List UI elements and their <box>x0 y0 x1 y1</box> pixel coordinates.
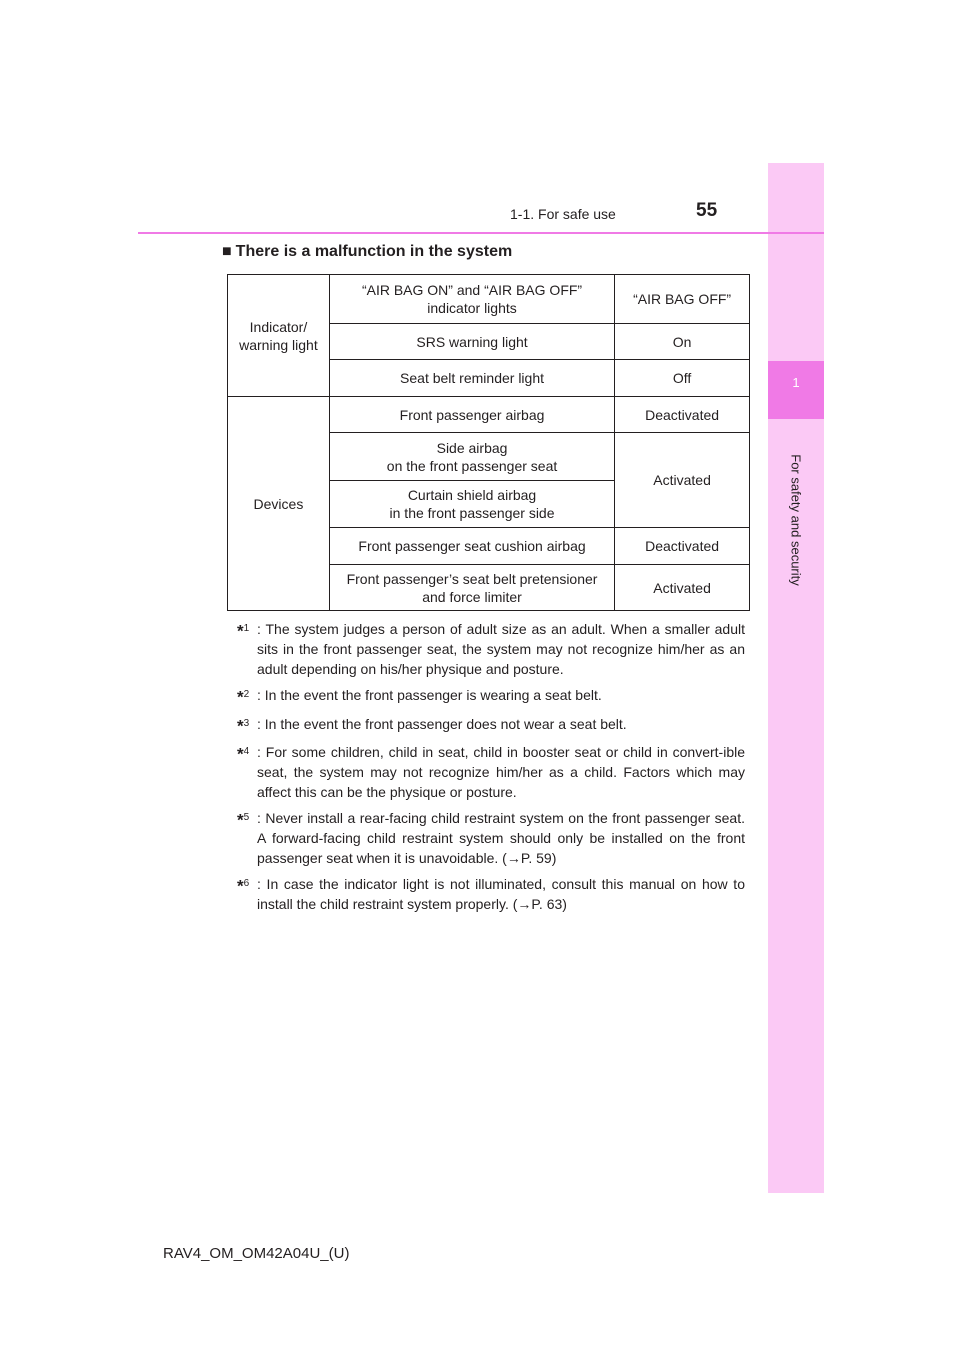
footnote <box>237 685 745 708</box>
table-cell-value: Activated <box>615 565 750 611</box>
status-table <box>227 274 750 611</box>
table-row <box>228 397 750 433</box>
footnote <box>237 742 745 802</box>
table-cell-value: On <box>615 324 750 360</box>
footnote <box>237 619 745 679</box>
header-divider <box>138 232 824 234</box>
section-heading <box>222 243 512 261</box>
chapter-label: For safety and security <box>788 454 804 586</box>
footnote <box>237 714 745 737</box>
footnote-text: : For some children, child in seat, child in booster seat or child in convert-ible seat, the system may not recognize him/her as a child. Factors which may affect this can be the physique or posture. <box>257 744 745 801</box>
asterisk-icon: * <box>237 876 244 896</box>
asterisk-icon: * <box>237 810 244 830</box>
table-row <box>228 275 750 324</box>
table-cell-item: Curtain shield airbag in the front passenger side <box>329 481 614 528</box>
footnote-text: : In the event the front passenger is wearing a seat belt. <box>257 687 602 703</box>
footnote-number: 5 <box>243 812 250 824</box>
footnote <box>237 808 745 868</box>
side-tab <box>768 163 824 1193</box>
chapter-number: 1 <box>792 375 800 390</box>
footnote-number: 2 <box>243 689 250 700</box>
table-cell-item: Front passenger airbag <box>329 397 614 433</box>
side-tab-active-marker <box>768 361 824 419</box>
footnote-number: 6 <box>243 878 250 890</box>
footnote-number: 3 <box>243 717 250 729</box>
table-cell-item: SRS warning light <box>329 324 614 360</box>
table-cell-item: Seat belt reminder light <box>329 360 614 397</box>
asterisk-icon: * <box>237 716 244 736</box>
table-cell-value: “AIR BAG OFF” <box>615 275 750 324</box>
table-cell-item: Front passenger seat cushion airbag <box>329 528 614 565</box>
table-cell-item: Side airbag on the front passenger seat <box>329 433 614 481</box>
group-label-indicator: Indicator/ warning light <box>228 275 330 397</box>
document-code: RAV4_OM_OM42A04U_(U) <box>163 1245 350 1262</box>
table-cell-item: “AIR BAG ON” and “AIR BAG OFF” indicator lights <box>329 275 614 324</box>
table-cell-value: Deactivated <box>615 528 750 565</box>
footnote-text: : In the event the front passenger does not wear a seat belt. <box>257 715 627 732</box>
footnote-number: 4 <box>243 746 250 758</box>
footnote-text: : In case the indicator light is not illuminated, consult this manual on how to install the child restraint system properly. (→P. 63) <box>257 876 745 913</box>
table-cell-value: Off <box>615 360 750 397</box>
asterisk-icon: * <box>237 744 244 764</box>
table-cell-item: Front passenger’s seat belt pretensioner and force limiter <box>329 565 614 611</box>
page-number: 55 <box>696 200 718 221</box>
section-title: 1-1. For safe use <box>510 206 616 222</box>
asterisk-icon: * <box>237 621 244 641</box>
table-cell-value: Deactivated <box>615 397 750 433</box>
table-cell-value: Activated <box>615 433 750 528</box>
square-bullet-icon: ■ <box>222 243 232 260</box>
heading-text: There is a malfunction in the system <box>235 243 513 260</box>
asterisk-icon: * <box>237 687 244 707</box>
footnote-text: : The system judges a person of adult size as an adult. When a smaller adult sits in the front passenger seat, the system may not recognize him/her as an adult depending on his/her physique and posture. <box>257 621 745 677</box>
footnote <box>237 874 745 914</box>
footnotes <box>237 619 745 920</box>
group-label-devices: Devices <box>228 397 330 611</box>
footnote-text: : Never install a rear-facing child restraint system on the front passenger seat. A forward-facing child restraint system should only be installed on the front passenger seat when it is unavoidable. (→P. 59) <box>257 810 745 867</box>
footnote-number: 1 <box>243 623 250 634</box>
